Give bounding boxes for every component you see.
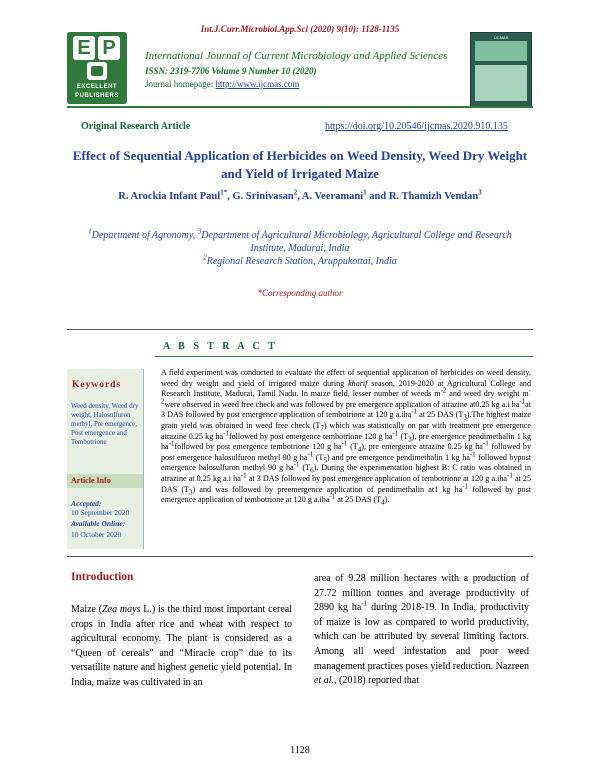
abstract-body: A field experiment was conducted to evaluate the effect of sequential application of herbicides on weed density, weed dry weight and yield of irrigated maize during kharif season, 2019-2020 at Agricultural College and Research Institute, Madurai, Tamil Nadu. In maize field, lesser number of weeds $m^{-2}$ and weed dry weight $m^{-2}were$ observed in weed free check and was followed by pre emergence application of atrazine at0.25 kg a.i $ha^{-1}at$ 3 DAS followed by post emergence application of tembotrione at 120 g a.iha$^{-1}$ at 25 DAS $(T_3).The$ highest maize grain yield was obtained in weed free check $(T_7)$ which was statistically on par with treatment pre emergence atrazine 0.25 kg $ha^{-1}followed$ by post emergence tembotrione 120 g $ha^{-1}$ $(T_3)$, pre emergence pendimethalin 1 kg $ha^{-1}followed$ by post emergence tembotrione 120 g $ha^{-1}$ $(T_4)$, pre emergence atrazine 0.25 kg $ha^{-1}$ followed by post emergence halosulfuron methyl 90 g $ha^{-1}$ $(T_5)$ and pre emergence pendimethalin 1 kg $ha^{-1}$ followed bypost emergence halosulfuron methyl 90 g $ha^{-1}$ $(T_6)$. During the experimentation highest B: C ratio was obtained in atrazine at 0.25 kg a.i $ha^{-1}$ at 3 DAS followed by post emergence application of tembotrione at 120 g a.iha$^{-1}$ at 25 DAS $(T_3)$ and was followed by preemergence application of pendimethalin at1 kg $ha^{-1}$ followed by post emergence application of tembotrione at 120 g a.iha$^{-1}$ at 25 DAS $(T_4)$. [161, 368, 532, 507]
body-column-left: Maize (Zea mays L.) is the third most important cereal crops in India after rice and wheat with respect to agricultural economy. The plant is considered as a “Queen of cereals” and “Miracle crop” due to its versatilite nature and highest genetic yield potential. In India, maize was cultivated in an [71, 604, 292, 688]
author-affil-mark: 2 [293, 188, 298, 197]
issn-line: ISSN: 2319-7706 Volume 9 Number 10 (2020) [145, 66, 317, 76]
journal-reference: Int.J.Curr.Microbiol.App.Sci (2020) 9(10): 1128-1135 [200, 24, 400, 34]
homepage-link[interactable]: http://www.ijcmas.com [215, 79, 300, 89]
journal-cover-image [470, 32, 532, 108]
keywords-heading: Keywords [72, 380, 122, 390]
introduction-heading: Introduction [71, 571, 134, 583]
article-title: Effect of Sequential Application of Herbicides on Weed Density, Weed Dry Weight and Yield of Irrigated Maize [72, 148, 528, 181]
author-separator: and [366, 191, 389, 202]
cover-band-bottom [475, 65, 527, 101]
author-name: R. Thamizh Vendan [388, 191, 479, 202]
author-affil-mark: 1* [220, 188, 228, 197]
author-separator: , [297, 191, 302, 202]
author-name: A. Veeramani [301, 191, 364, 202]
affiliation: Regional Research Station, Aruppukottai, India [206, 256, 397, 267]
accepted-date: 10 September 2020 [71, 508, 130, 517]
cover-band-top [475, 41, 527, 61]
logo-emblem-icon [87, 62, 107, 80]
doi-link[interactable]: https://doi.org/10.20546/ijcmas.2020.910.135 [325, 121, 508, 132]
author-list [70, 188, 530, 202]
corresponding-author-note: *Corresponding author [257, 288, 343, 298]
logo-text-2: PUBLISHERS [75, 93, 119, 99]
author-name: R. Arockia Infant Paul [118, 191, 221, 202]
affil-mark: 1 [88, 227, 92, 236]
affiliation: Department of Agronomy, [91, 230, 198, 241]
logo-text-1: EXCELLENT [76, 84, 118, 90]
keywords-list: Weed density, Weed dry weight, Halosulfuron methyl, Pre emergence, Post emergence and Tembotrione [71, 402, 139, 446]
affil-mark: 3 [197, 227, 202, 236]
logo-letter-p: P [98, 36, 120, 60]
body-column-right: area of 9.28 million hectares with a production of 27.72 million tonnes and average productivity of 2890 kg $ha^{-1}$ during 2018-19. In India, productivity of maize is low as compared to world productivity, which can be attributed by several limiting factors. Among all weed infestation and poor weed management practices poses yield reduction. Nazreen et al., (2018) reported that [314, 573, 529, 687]
header-divider [67, 106, 533, 108]
journal-homepage [145, 79, 299, 89]
author-affil-mark: 1 [363, 188, 367, 197]
article-type: Original Research Article [81, 121, 191, 132]
logo-letter-e: E [73, 36, 95, 60]
author-affil-mark: 3 [478, 188, 482, 197]
homepage-label: Journal homepage: [145, 79, 216, 89]
author-name: G. Srinivasan [232, 191, 294, 202]
accepted-label: Accepted: [71, 499, 102, 508]
meta-divider [67, 329, 533, 330]
page-number: 1128 [290, 745, 310, 756]
abstract-rule [155, 356, 533, 357]
online-date: 10 October 2020 [71, 530, 122, 539]
online-label: Available Online: [71, 519, 126, 528]
author-separator: , [227, 191, 233, 202]
affil-mark: 2 [203, 253, 207, 262]
article-info-heading: Article Info [71, 476, 111, 485]
cover-title: IJCMAS [493, 35, 509, 40]
affiliations [70, 229, 530, 268]
publisher-logo [67, 32, 127, 104]
abstract-heading: A B S T R A C T [163, 341, 278, 352]
affiliation: Department of Agricultural Microbiology, Agricultural College and Research Institute, Madurai, India [201, 230, 512, 254]
journal-title: International Journal of Current Microbiology and Applied Sciences [145, 50, 448, 62]
abstract-divider [67, 556, 533, 557]
